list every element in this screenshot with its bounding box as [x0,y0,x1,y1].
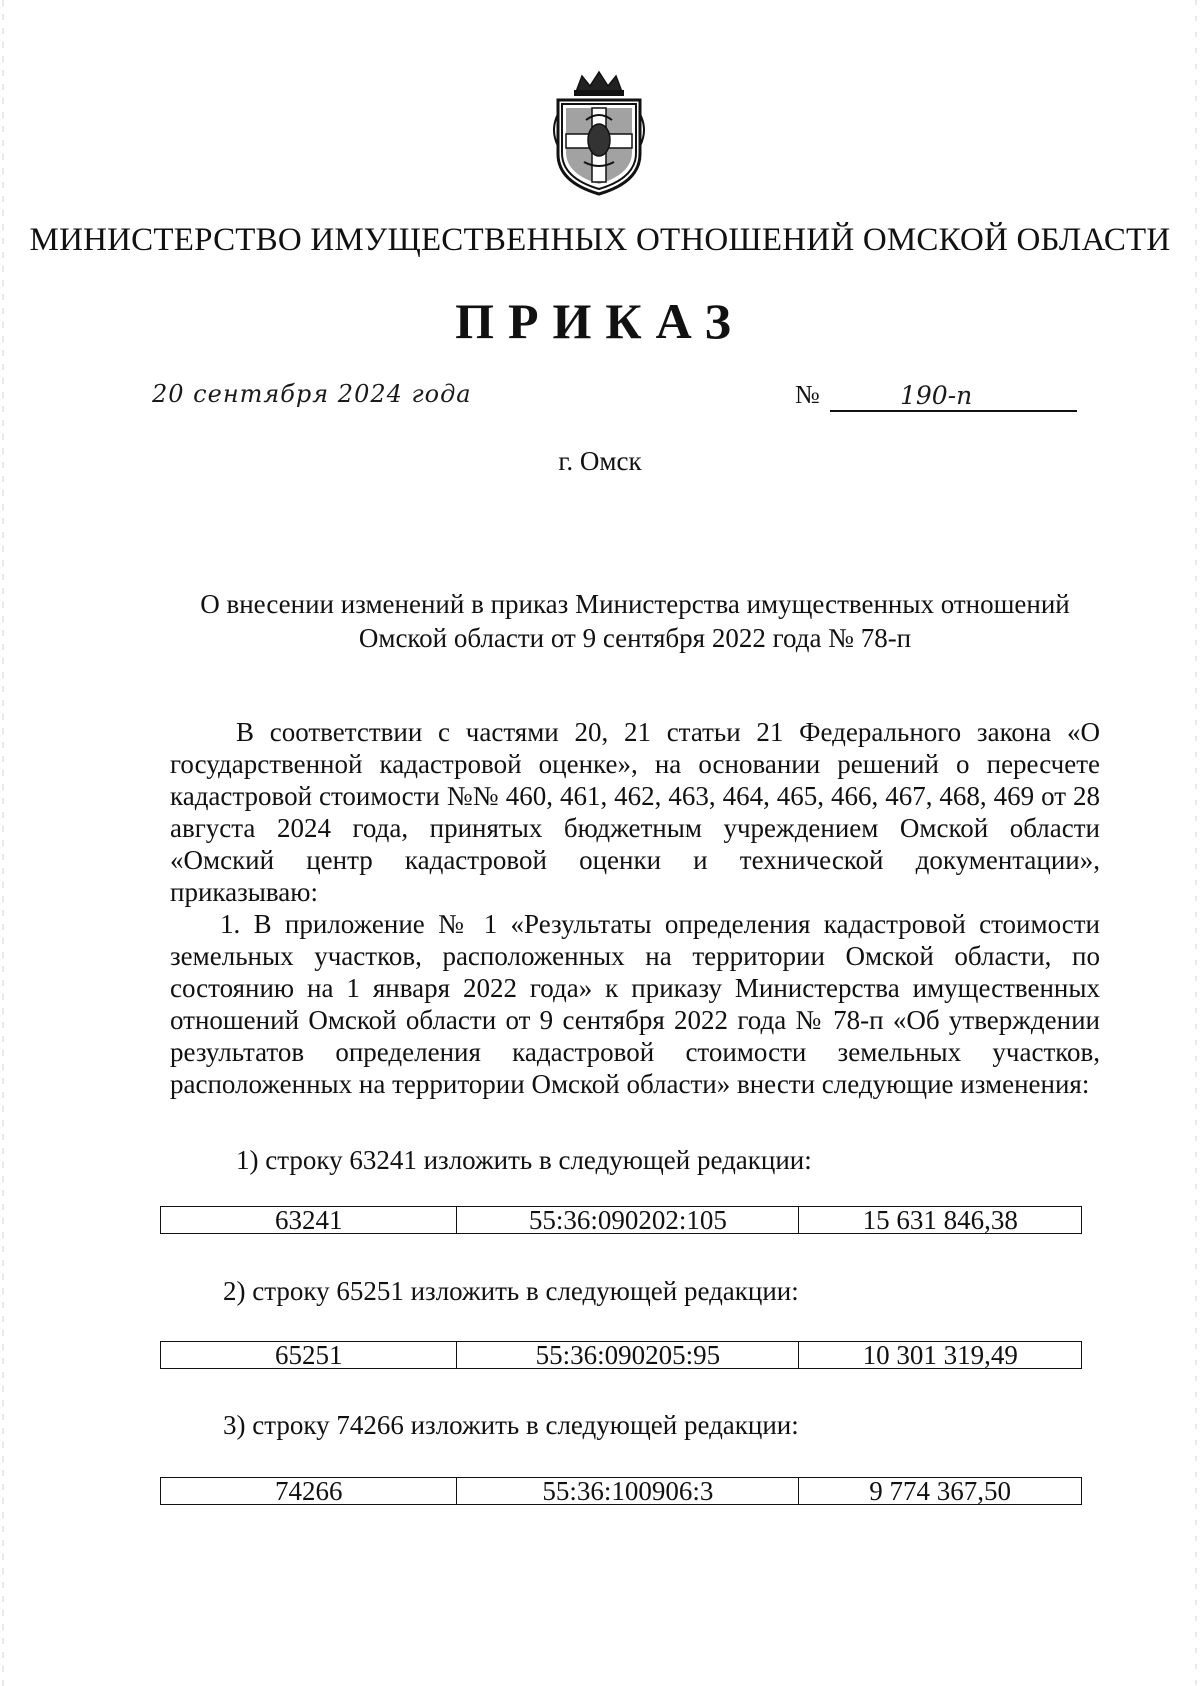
row-table-1 [160,1206,1082,1234]
handwritten-number: 190-п [900,381,973,410]
item-2-text: 2) строку 65251 изложить в следующей редакции: [223,1276,799,1306]
row-number-cell: 74266 [161,1478,457,1505]
cadastral-number-cell: 55:36:090202:105 [457,1207,799,1234]
number-underline [830,410,1077,412]
city-name: г. Омск [558,446,642,476]
clause-1-paragraph: 1. В приложение № 1 «Результаты определения кадастровой стоимости земельных участков, расположенных на территории Омской области, по состоянию на 1 января 2022 года» к приказу Министерства имущественных отношений Омской области от 9 сентября 2022 года № 78-п «Об утверждении результатов определения кадастровой стоимости земельных участков, расположенных на территории Омской области» внести следующие изменения: [170,909,1100,1099]
cadastral-value-cell: 9 774 367,50 [799,1478,1082,1505]
table-row [161,1207,1082,1234]
row-table-3 [160,1477,1082,1505]
row-number-cell: 63241 [161,1207,457,1234]
cadastral-number-cell: 55:36:090205:95 [457,1342,799,1369]
order-subject [170,587,1100,655]
coat-of-arms-emblem [536,70,662,196]
cadastral-number-cell: 55:36:100906:3 [457,1478,799,1505]
number-label: № [795,380,820,409]
document-type-title: ПРИКАЗ [455,293,745,349]
cadastral-value-cell: 15 631 846,38 [799,1207,1082,1234]
row-number-cell: 65251 [161,1342,457,1369]
cadastral-value-cell: 10 301 319,49 [799,1342,1082,1369]
table-row [161,1342,1082,1369]
order-body [170,716,1100,1100]
handwritten-date: 20 сентября 2024 года [152,380,472,408]
preamble-paragraph: В соответствии с частями 20, 21 статьи 21 Федерального закона «О государственной кадастровой оценке», на основании решений о пересчете кадастровой стоимости №№ 460, 461, 462, 463, 464, 465, 466, 467, 468, 469 от 28 августа 2024 года, принятых бюджетным учреждением Омской области «Омский центр кадастровой оценки и технической документации», приказываю: [170,717,1100,907]
item-1-text: 1) строку 63241 изложить в следующей редакции: [236,1145,812,1175]
subject-line-1: О внесении изменений в приказ Министерства имущественных отношений [200,589,1070,619]
subject-line-2: Омской области от 9 сентября 2022 года № 78-п [358,623,912,653]
item-3-text: 3) строку 74266 изложить в следующей редакции: [223,1410,799,1440]
ministry-name: МИНИСТЕРСТВО ИМУЩЕСТВЕННЫХ ОТНОШЕНИЙ ОМСКОЙ ОБЛАСТИ [29,222,1171,258]
row-table-2 [160,1341,1082,1369]
table-row [161,1478,1082,1505]
